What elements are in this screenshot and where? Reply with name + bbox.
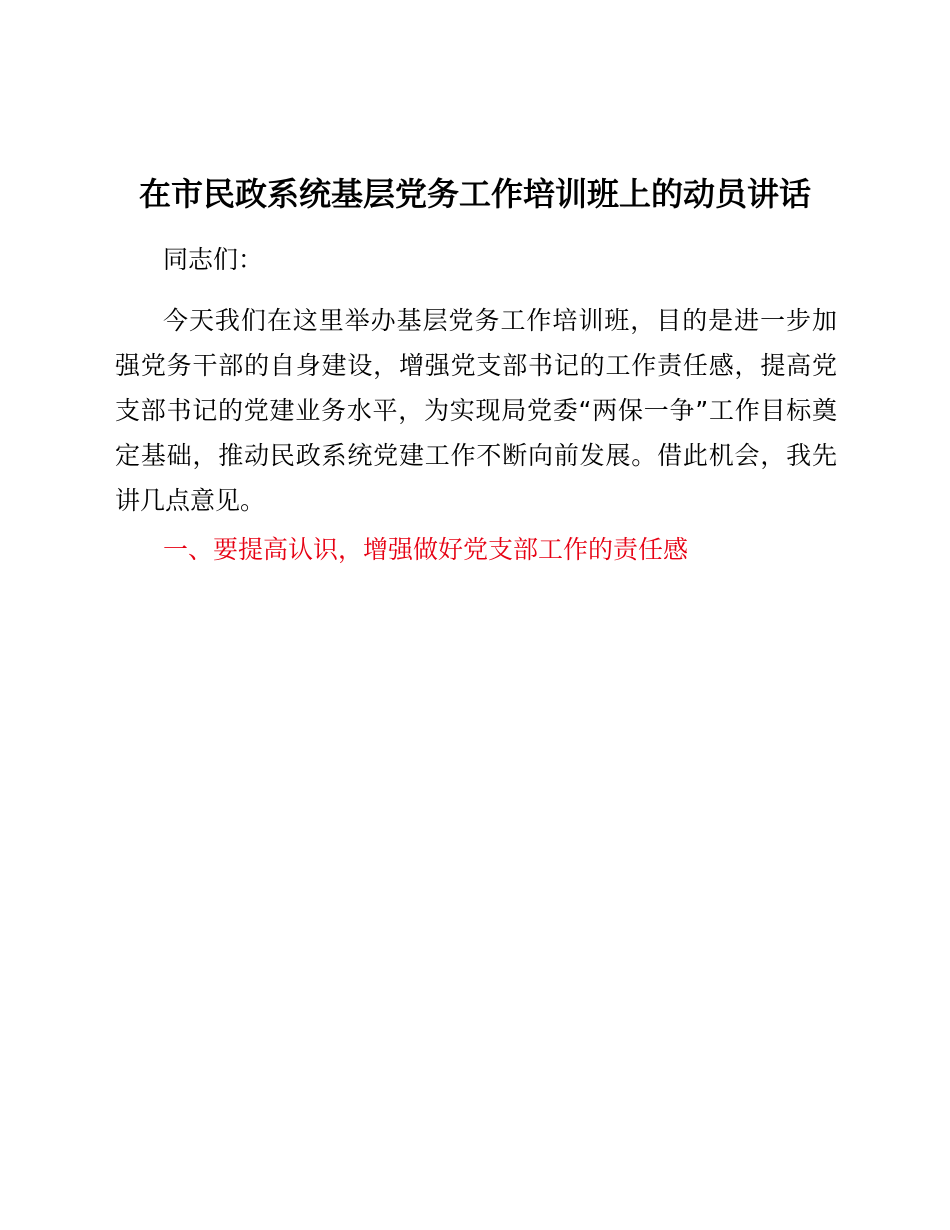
section-heading: 一、要提高认识，增强做好党支部工作的责任感 bbox=[163, 535, 689, 564]
salutation: 同志们： bbox=[163, 245, 264, 274]
body-paragraph: 今天我们在这里举办基层党务工作培训班，目的是进一步加强党务干部的自身建设，增强党支部书记的工作责任感，提高党支部书记的党建业务水平，为实现局党委“两保一争”工作目标奠定基础，推动民政系统党建工作不断向前发展。借此机会，我先讲几点意见。 bbox=[115, 306, 837, 515]
document-title: 在市民政系统基层党务工作培训班上的动员讲话 bbox=[138, 175, 811, 213]
